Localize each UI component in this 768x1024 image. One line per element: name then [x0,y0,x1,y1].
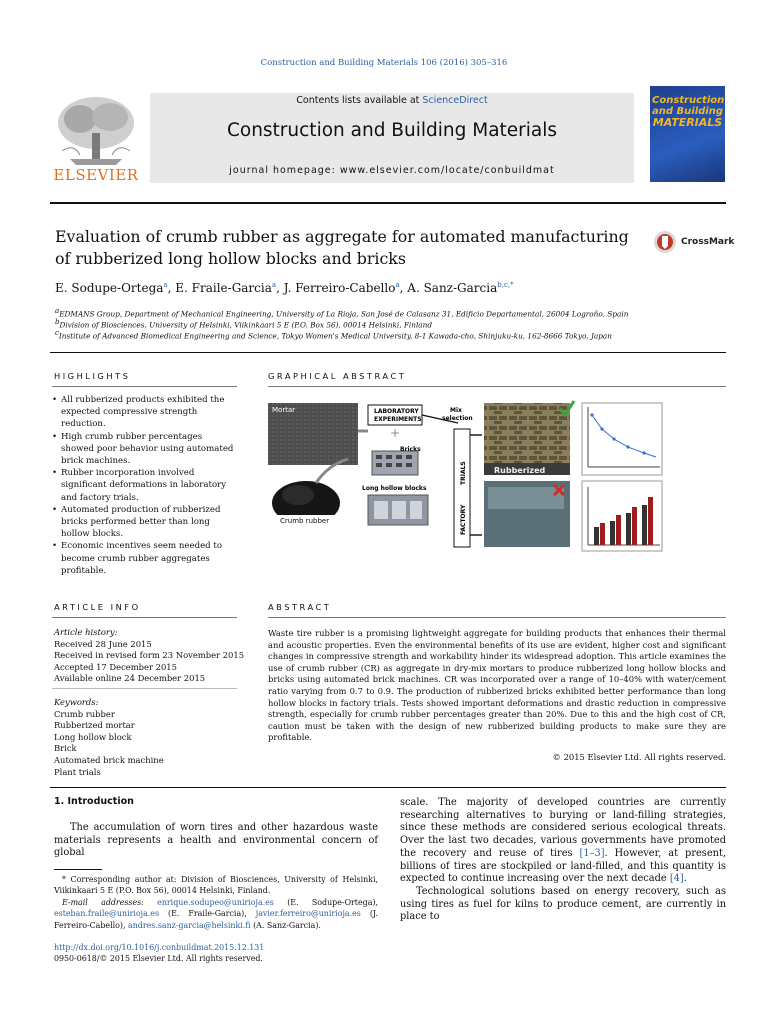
article-info-inner-rule [52,688,237,689]
author-affiliation-mark[interactable]: b,c,* [497,281,514,289]
journal-homepage[interactable]: journal homepage: www.elsevier.com/locate/conbuildmat [229,165,555,176]
svg-text:Mix: Mix [450,407,462,414]
svg-text:+: + [390,426,401,440]
ga-crumb-rubber-label: Crumb rubber [280,517,330,525]
list-item: • All rubberized products exhibited the expected compressive strength reduction. [52,394,237,431]
article-info-heading: ARTICLE INFO [54,602,141,612]
issn-line: 0950-0618/© 2015 Elsevier Ltd. All rights reserved. [54,954,263,964]
email-link[interactable]: esteban.fraile@unirioja.es [54,909,160,919]
section-divider [50,352,726,353]
email-link[interactable]: javier.ferreiro@unirioja.es [255,909,361,919]
list-item: • High crumb rubber percentages showed poor behavior using automated brick machines. [52,431,237,468]
journal-title: Construction and Building Materials [226,120,558,141]
svg-text:Long hollow blocks: Long hollow blocks [362,485,427,492]
graphical-abstract-figure [268,395,668,567]
svg-text:Rubberized: Rubberized [494,466,546,475]
crossmark-icon[interactable] [653,230,677,254]
list-item: • Automated production of rubberized bricks performed better than long hollow blocks. [52,504,237,541]
article-history: Article history: Received 28 June 2015 Received in revised form 23 November 2015 Accepted 17 December 2015 Available online 24 December 2015 [54,627,245,684]
section-heading: 1. Introduction [54,796,134,807]
crossmark-label[interactable]: CrossMark [681,237,735,247]
svg-text:LABORATORY: LABORATORY [374,408,419,415]
doi-link[interactable]: http://dx.doi.org/10.1016/j.conbuildmat.2015.12.131 [54,943,265,952]
keywords: Keywords: Crumb rubber Rubberized mortar Long hollow block Brick Automated brick machine Plant trials [54,697,164,777]
highlights-heading: HIGHLIGHTS [54,371,131,381]
body-paragraph: scale. The majority of developed countries are currently researching alternatives to burying or land-filling strategies, since these methods are considered serious ecological threats. Over the last two decades, various governments have promoted the recovery and reuse of tires [1–3]. However, at present, billions of tires are stockpiled or land-filled, and this quantity is expected to continue increasing over the next decade [4]. [400,797,726,885]
ga-mortar-label: Mortar [272,406,296,414]
affiliation: $^a$EDMANS Group, Department of Mechanical Engineering, University of La Rioja, San José de Calasanz 31, Edificio Departamental, 26004 Logroño, Spain [55,307,629,319]
article-title: Evaluation of crumb rubber as aggregate for automated manufacturing of rubberized long hollow blocks and bricks [55,227,629,268]
cover-title: Construction and Building MATERIALS [652,95,725,129]
doi-block [54,942,264,965]
footnote: * Corresponding author at: Division of Biosciences, University of Helsinki, Viikinkaari 5 E (P.O. Box 56), 00014 Helsinki, Finland. E-mail addresses: enrique.sodupeo@unirioja.es (E. Sodupe-Ortega), esteban.fraile@unirioja.es (E. Fraile-Garcia), javier.ferreiro@unirioja.es (J. Ferreiro-Cabello), andres.sanz-garcia@helsinki.fi (A. Sanz-Garcia). [54,875,378,930]
svg-text:FACTORY: FACTORY [460,504,467,535]
email-link[interactable]: enrique.sodupeo@unirioja.es [157,897,274,907]
graphical-abstract-rule [268,386,726,387]
author-affiliation-mark[interactable]: a [163,281,168,289]
author-name[interactable]: E. Sodupe-Ortega [55,281,164,295]
abstract-copyright: © 2015 Elsevier Ltd. All rights reserved. [552,752,726,762]
abstract-text: Waste tire rubber is a promising lightweight aggregate for building products that enhances their thermal and acoustic properties. Even the environmental benefits of its use are evident, higher cost and significant changes in compressive strength and workability hinder its widespread adoption. This article examines the use of crumb rubber (CR) as aggregate in dry-mix mortars to produce rubberized long hollow blocks and bricks using automated brick machines. CR was incorporated over a range of 10–40% with water/cement ratio varying from 0.7 to 0.9. The production of rubberized bricks exhibited better performance than long hollow blocks in factory trials. Tests showed important deformations and drastic reduction in compressive strength, especially for crumb rubber percentages greater than 20%. Due to this and the high cost of CR, caution must be taken with the design of new rubberized building products to make sure they are profitable. [268,628,726,743]
highlights-list [52,394,237,577]
article-info-rule [52,617,237,618]
abstract-heading: ABSTRACT [268,602,332,612]
highlights-rule [52,386,237,387]
journal-citation[interactable]: Construction and Building Materials 106 (2016) 305–316 [260,58,508,68]
contents-line: Contents lists available at ScienceDirect [296,95,488,106]
svg-text:selection: selection [442,415,473,422]
body-divider [50,787,726,788]
list-item: • Economic incentives seem needed to become crumb rubber aggregates profitable. [52,540,237,577]
svg-text:Bricks: Bricks [400,446,421,453]
body-paragraph: Technological solutions based on energy recovery, such as using tires as fuel for kilns to produce cement, are currently in place to [400,885,726,923]
list-item: • Rubber incorporation involved significant deformations in laboratory and factory trials. [52,467,237,504]
author-name[interactable]: J. Ferreiro-Cabello [283,281,396,295]
reference-link[interactable]: [1–3] [579,847,605,859]
body-column-right [400,797,726,924]
author-name[interactable]: E. Fraile-Garcia [175,281,272,295]
svg-text:EXPERIMENTS: EXPERIMENTS [374,416,422,423]
author-affiliation-mark[interactable]: a [395,281,400,289]
body-paragraph: The accumulation of worn tires and other hazardous waste materials represents a health and environmental concern of global [54,822,378,859]
svg-text:TRIALS: TRIALS [460,461,467,485]
graphical-abstract-heading: GRAPHICAL ABSTRACT [268,371,407,381]
sciencedirect-link[interactable]: ScienceDirect [422,95,488,106]
header-divider [50,202,726,204]
abstract-rule [268,617,726,618]
email-link[interactable]: andres.sanz-garcia@helsinki.fi [128,920,251,930]
footnote-rule [54,869,102,870]
author-list: E. Sodupe-Ortega$^a$, E. Fraile-Garcia$^a$, J. Ferreiro-Cabello$^a$, A. Sanz-Garcia$^{b,c,*}$ [55,281,514,295]
affiliation: $^c$Institute of Advanced Biomedical Engineering and Science, Tokyo Women's Medical University, 8-1 Kawada-cho, Shinjuku-ku, 162-8666 Tokyo, Japan [55,329,612,341]
reference-link[interactable]: [4] [669,873,684,885]
author-affiliation-mark[interactable]: a [271,281,277,289]
author-name[interactable]: A. Sanz-Garcia [407,281,498,295]
affiliation: $^b$Division of Biosciences, University of Helsinki, Viikinkaari 5 E (P.O. Box 56), 00014 Helsinki, Finland [55,318,433,330]
elsevier-wordmark: ELSEVIER [53,166,139,184]
